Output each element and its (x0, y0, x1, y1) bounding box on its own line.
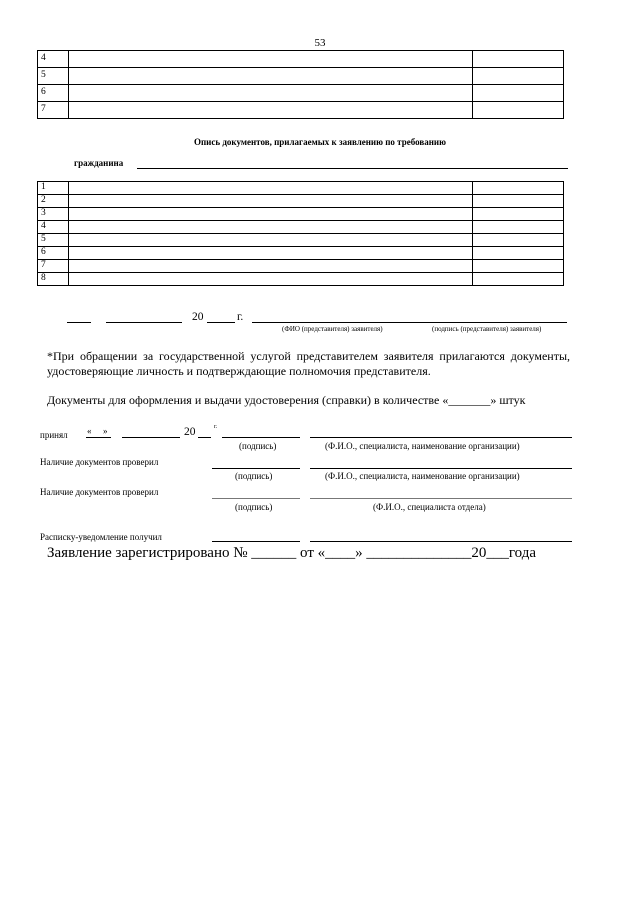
representative-note: *При обращении за государственной услугой представителем заявителя прилагаются документы, удостоверяющие личность и подтверждающие полномочия представителя. (47, 349, 570, 378)
accepted-month-line (122, 437, 180, 438)
accepted-fio-caption: (Ф.И.О., специалиста, наименование организации) (325, 441, 520, 451)
receipt-label: Расписку-уведомление получил (40, 532, 162, 542)
table-row (38, 85, 564, 102)
table-row (38, 260, 564, 273)
citizen-label: гражданина (74, 158, 124, 168)
top-table (37, 50, 564, 119)
table-row (38, 68, 564, 85)
check2-sign-caption: (подпись) (235, 502, 273, 512)
signature-line (252, 322, 567, 323)
check1-fio-caption: (Ф.И.О., специалиста, наименование организации) (325, 471, 520, 481)
table-row (38, 195, 564, 208)
check2-fio-caption: (Ф.И.О., специалиста отдела) (373, 502, 486, 512)
documents-count-line: Документы для оформления и выдачи удостоверения (справки) в количестве «_______» штук (47, 393, 526, 407)
date-day-line (67, 322, 91, 323)
accepted-fio-line (310, 437, 572, 438)
row-number: 3 (38, 208, 69, 221)
check1-sign-line (212, 468, 300, 469)
check2-label: Наличие документов проверил (40, 487, 159, 497)
row-number: 8 (38, 273, 69, 286)
table-row (38, 221, 564, 234)
accepted-sign-line (222, 437, 300, 438)
table-row (38, 247, 564, 260)
check1-fio-line (310, 468, 572, 469)
row-number: 6 (38, 247, 69, 260)
row-number: 2 (38, 195, 69, 208)
accepted-year-suffix: г. (214, 424, 218, 430)
accepted-sign-caption: (подпись) (239, 441, 277, 451)
year-prefix: 20 (192, 311, 204, 323)
quote-close: » (103, 426, 108, 436)
accepted-year-prefix: 20 (184, 426, 196, 438)
receipt-fio-line (310, 541, 572, 542)
row-number: 4 (38, 221, 69, 234)
citizen-name-line (137, 168, 568, 169)
date-month-line (106, 322, 182, 323)
accepted-day-line (86, 437, 111, 438)
table-row (38, 182, 564, 195)
table-row (38, 51, 564, 68)
table-row (38, 234, 564, 247)
inventory-title: Опись документов, прилагаемых к заявлению по требованию (194, 137, 446, 147)
check2-fio-line (310, 498, 572, 499)
row-number: 4 (38, 51, 69, 68)
sign-caption: (подпись (представителя) заявителя) (432, 325, 542, 333)
table-row (38, 102, 564, 119)
row-number: 1 (38, 182, 69, 195)
row-number: 7 (38, 260, 69, 273)
registration-line: Заявление зарегистрировано № ______ от «____» ______________20___года (47, 545, 537, 561)
fio-caption: (ФИО (представителя) заявителя) (282, 325, 383, 333)
row-number: 5 (38, 68, 69, 85)
year-suffix: г. (237, 311, 244, 323)
accepted-label: принял (40, 430, 68, 440)
table-row (38, 273, 564, 286)
check2-sign-line (212, 498, 300, 499)
row-number: 5 (38, 234, 69, 247)
check1-label: Наличие документов проверил (40, 457, 159, 467)
quote-open: « (87, 426, 92, 436)
year-line (207, 322, 235, 323)
row-number: 6 (38, 85, 69, 102)
table-row (38, 208, 564, 221)
row-number: 7 (38, 102, 69, 119)
inventory-table (37, 181, 564, 286)
accepted-year-line (198, 437, 211, 438)
page-number: 53 (314, 37, 326, 49)
receipt-sign-line (212, 541, 300, 542)
check1-sign-caption: (подпись) (235, 471, 273, 481)
